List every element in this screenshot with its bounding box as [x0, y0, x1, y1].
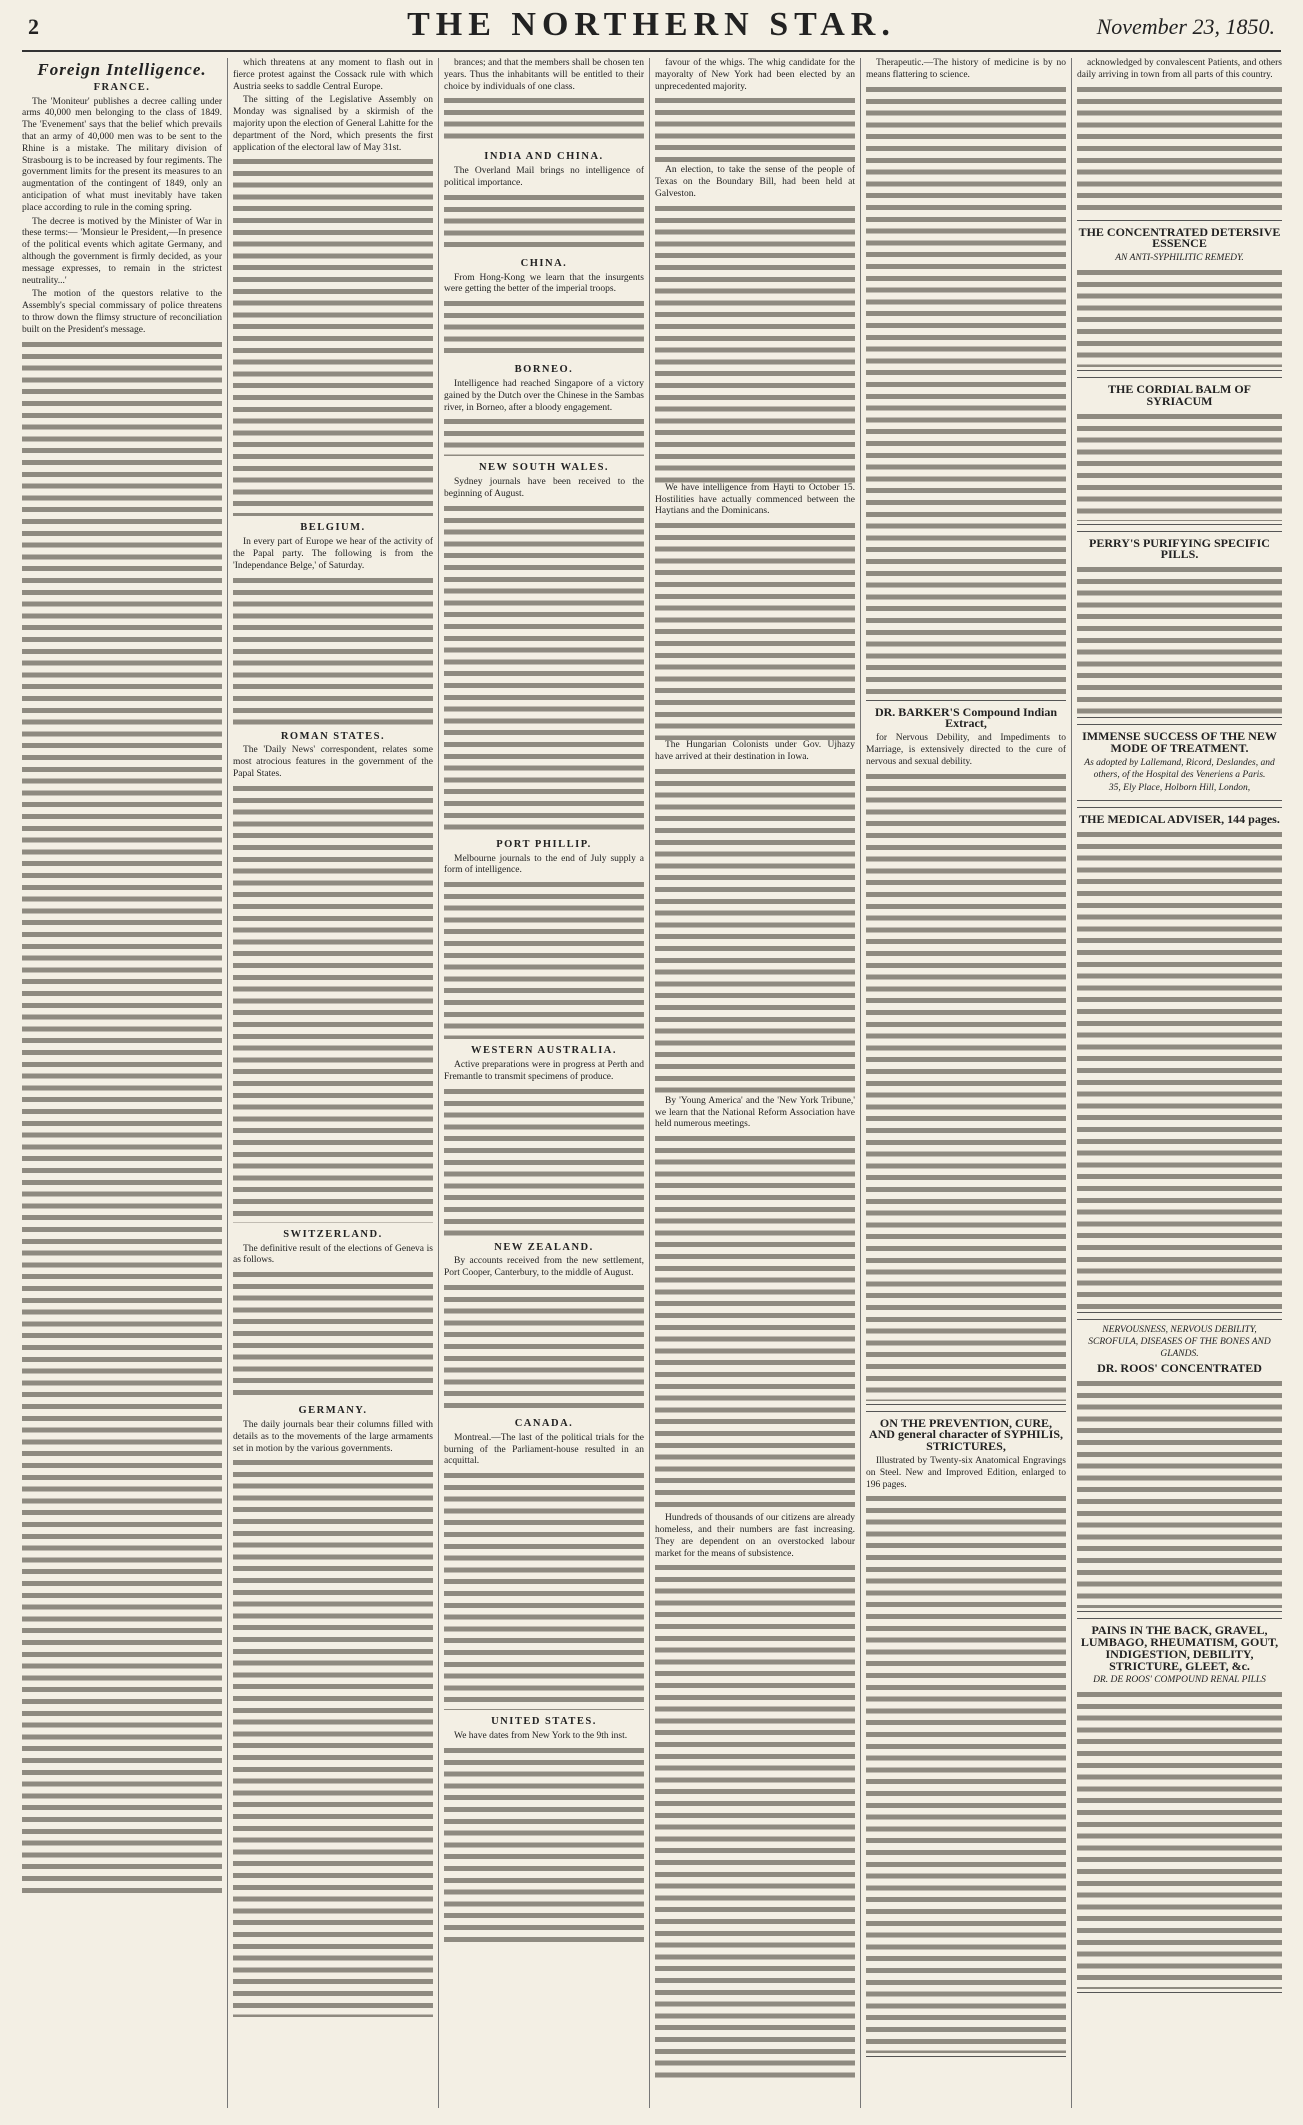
article-paragraph: We have dates from New York to the 9th inst. [454, 1730, 628, 1741]
advertisement-cordial-balm [1077, 377, 1282, 525]
article-paragraph: Active preparations were in progress at Perth and Fremantle to transmit specimens of produce. [444, 1059, 644, 1082]
ad-title: PAINS IN THE BACK, GRAVEL, LUMBAGO, RHEUMATISM, GOUT, INDIGESTION, DEBILITY, STRICTURE, GLEET, &c. [1080, 1623, 1279, 1673]
ad-text-block [1077, 267, 1282, 367]
column-divider [438, 58, 439, 2108]
body-text-block [444, 416, 644, 456]
body-text-block [866, 84, 1066, 694]
body-text-block [655, 1133, 855, 1513]
column-divider [649, 58, 650, 2108]
body-text-block [233, 783, 433, 1223]
body-text-block [22, 339, 222, 1899]
heading-india-china: INDIA AND CHINA. [484, 151, 604, 163]
article-paragraph: Intelligence had reached Singapore of a victory gained by the Dutch over the Chinese in the Sambas river, in Borneo, after a bloody engagement. [444, 378, 644, 413]
column-4 [655, 58, 855, 2108]
ad-title: THE CORDIAL BALM OF SYRIACUM [1107, 381, 1251, 408]
body-text-block [444, 95, 644, 145]
heading-western-australia: WESTERN AUSTRALIA. [470, 1045, 618, 1057]
ad-text-block [866, 1493, 1066, 2053]
heading-belgium: BELGIUM. [300, 522, 366, 534]
heading-france: FRANCE. [93, 81, 151, 93]
heading-germany: GERMANY. [298, 1405, 368, 1417]
body-text-block [655, 1562, 855, 2082]
body-text-block [655, 766, 855, 1096]
article-paragraph: The daily journals bear their columns filled with details as to the movements of the large armaments set in motion by the various governments. [233, 1419, 433, 1454]
column-divider [1071, 58, 1072, 2108]
ad-title: IMMENSE SUCCESS OF THE NEW MODE OF TREATMENT. [1082, 729, 1277, 755]
masthead [0, 0, 1303, 52]
article-paragraph: Montreal.—The last of the political trials for the burning of the Parliament-house resulted in an acquittal. [444, 1432, 644, 1467]
ad-subtitle: As adopted by Lallemand, Ricord, Deslandes, and others, of the Hospital des Veneriens a Paris. [1084, 757, 1275, 780]
article-paragraph: In every part of Europe we hear of the activity of the Papal party. The following is from the 'Independance Belge,' of Saturday. [233, 537, 433, 571]
ad-title: THE MEDICAL ADVISER, 144 pages. [1079, 812, 1280, 827]
advertisement-medical-adviser [1077, 807, 1282, 1313]
page-columns [22, 58, 1282, 2108]
advertisement-barker [866, 700, 1066, 1405]
article-paragraph: The 'Daily News' correspondent, relates some most atrocious features in the government of the Papal States. [233, 745, 433, 779]
article-paragraph: Sydney journals have been received to the beginning of August. [444, 477, 644, 499]
column-1 [22, 58, 222, 2108]
ad-text-block [1077, 411, 1282, 521]
article-paragraph: Hundreds of thousands of our citizens are already homeless, and their numbers are fast increasing. They are dependent on an overstocked labour market for the means of subsistence. [655, 1513, 855, 1559]
ad-title: DR. BARKER'S Compound Indian Extract, [874, 704, 1058, 731]
body-text-block [444, 1086, 644, 1236]
ad-text-block [1077, 564, 1282, 714]
ad-text-block [1077, 1378, 1282, 1608]
body-text-block [1077, 84, 1282, 214]
body-text-block [444, 503, 644, 833]
ad-text-block [866, 771, 1066, 1401]
body-text-block [655, 203, 855, 483]
ad-text-block [1077, 1689, 1282, 1989]
advertisement-renal-pills [1077, 1618, 1282, 1993]
article-paragraph: favour of the whigs. The whig candidate for the mayoralty of New York had been elected by an unprecedented majority. [655, 58, 855, 92]
heading-united-states: UNITED STATES. [491, 1716, 597, 1728]
ad-title: DR. ROOS' CONCENTRATED [1097, 1361, 1262, 1376]
heading-new-south-wales: NEW SOUTH WALES. [478, 462, 610, 474]
article-paragraph: brances; and that the members shall be chosen ten years. Thus the inhabitants will be entitled to their choice by individuals of one class. [444, 58, 644, 92]
body-text-block [444, 1282, 644, 1412]
article-paragraph: Therapeutic.—The history of medicine is by no means flattering to science. [866, 58, 1066, 80]
article-paragraph: Melbourne journals to the end of July supply a form of intelligence. [444, 853, 644, 876]
article-paragraph: The sitting of the Legislative Assembly on Monday was signalised by a skirmish of the majority upon the election of General Lahitte for the department of the Nord, which presents the first application of the electoral law of May 31st. [233, 95, 433, 153]
advertisement-syphilis-treatise [866, 1411, 1066, 2058]
body-text-block [655, 95, 855, 165]
ad-text-block [1077, 829, 1282, 1309]
heading-new-zealand: NEW ZEALAND. [494, 1241, 594, 1253]
article-paragraph: The Hungarian Colonists under Gov. Ujhazy have arrived at their destination in Iowa. [655, 740, 855, 762]
ad-title: ON THE PREVENTION, CURE, AND general character of SYPHILIS, STRICTURES, [868, 1415, 1064, 1454]
ad-address: 35, Ely Place, Holborn Hill, London, [1108, 783, 1251, 794]
body-text-block [233, 1269, 433, 1399]
issue-date: November 23, 1850. [1096, 14, 1275, 39]
column-2 [233, 58, 433, 2108]
article-paragraph: An election, to take the sense of the people of Texas on the Boundary Bill, had been held at Galveston. [655, 165, 855, 199]
section-heading-foreign: Foreign Intelligence. [37, 60, 207, 79]
article-paragraph: By accounts received from the new settlement, Port Cooper, Canterbury, to the middle of August. [444, 1256, 644, 1279]
ad-subtitle: AN ANTI-SYPHILITIC REMEDY. [1115, 253, 1244, 264]
article-paragraph: acknowledged by convalescent Patients, and others daily arriving in town from all parts of this country. [1077, 58, 1282, 80]
column-divider [860, 58, 861, 2108]
advertisement-detersive-essence [1077, 220, 1282, 371]
column-5 [866, 58, 1066, 2108]
body-text-block [233, 156, 433, 516]
article-paragraph: We have intelligence from Hayti to October 15. Hostilities have actually commenced between the Haytians and the Dominicans. [655, 482, 855, 517]
body-text-block [444, 879, 644, 1039]
heading-canada: CANADA. [514, 1417, 574, 1429]
article-paragraph: The decree is motived by the Minister of War in these terms:— 'Monsieur le President,—In presence of the political events which agitate Germany, and although the government is firmly decided, as your message expresses, to remain in the strictest neutrality...' [22, 216, 222, 286]
advertisement-new-mode-treatment [1077, 724, 1282, 801]
column-6 [1077, 58, 1282, 2108]
body-text-block [233, 1457, 433, 2017]
column-divider [227, 58, 228, 2108]
newspaper-title: THE NORTHERN STAR. [407, 6, 896, 43]
body-text-block [233, 575, 433, 725]
article-paragraph: From Hong-Kong we learn that the insurgents were getting the better of the imperial troops. [444, 272, 644, 295]
heading-port-phillip: PORT PHILLIP. [496, 838, 592, 850]
ad-title: THE CONCENTRATED DETERSIVE ESSENCE [1078, 224, 1281, 251]
ad-subtitle: NERVOUSNESS, NERVOUS DEBILITY, SCROFULA, DISEASES OF THE BONES AND GLANDS. [1088, 1324, 1271, 1359]
ad-subtitle: DR. DE ROOS' COMPOUND RENAL PILLS [1093, 1675, 1266, 1686]
masthead-rule [22, 50, 1281, 52]
article-paragraph: By 'Young America' and the 'New York Tribune,' we learn that the National Reform Association have held numerous meetings. [655, 1095, 855, 1130]
heading-roman-states: ROMAN STATES. [280, 730, 386, 742]
heading-switzerland: SWITZERLAND. [283, 1228, 383, 1240]
page-number: 2 [28, 14, 39, 39]
body-text-block [655, 520, 855, 740]
article-paragraph: The definitive result of the elections of Geneva is as follows. [233, 1243, 433, 1266]
body-text-block [444, 192, 644, 252]
body-text-block [444, 1470, 644, 1710]
ad-text: Illustrated by Twenty-six Anatomical Engravings on Steel. New and Improved Edition, enlarged to 196 pages. [866, 1455, 1066, 1490]
ad-text: for Nervous Debility, and Impediments to Marriage, is extensively directed to the cure of nervous and sexual debility. [866, 733, 1066, 767]
ad-title: PERRY'S PURIFYING SPECIFIC PILLS. [1089, 535, 1270, 562]
article-paragraph: The 'Moniteur' publishes a decree calling under arms 40,000 men belonging to the class of 1849. The 'Evenement' says that the belief which prevails that an army of 40,000 men was to be sent to the Rhine is a mistake. The military division of Strasbourg is to be increased by four regiments. The government limits for the present its measures to an augmentation of the contingent of 1849, only an anticipation of what must inevitably have taken place according to rule in the coming spring. [22, 96, 222, 213]
body-text-block [444, 1745, 644, 1945]
article-paragraph: which threatens at any moment to flash out in fierce protest against the Cossack rule with which Austria seeks to saddle Central Europe. [233, 58, 433, 92]
body-text-block [444, 298, 644, 358]
article-paragraph: The Overland Mail brings no intelligence of political importance. [444, 166, 644, 188]
advertisement-de-roos-concentrated [1077, 1319, 1282, 1612]
heading-borneo: BORNEO. [514, 364, 574, 376]
column-3 [444, 58, 644, 2108]
heading-china: CHINA. [520, 257, 568, 269]
article-paragraph: The motion of the questors relative to the Assembly's special commissary of police threatens to throw down the flimsy structure of reconciliation built on the President's message. [22, 289, 222, 335]
advertisement-perry-pills [1077, 531, 1282, 719]
